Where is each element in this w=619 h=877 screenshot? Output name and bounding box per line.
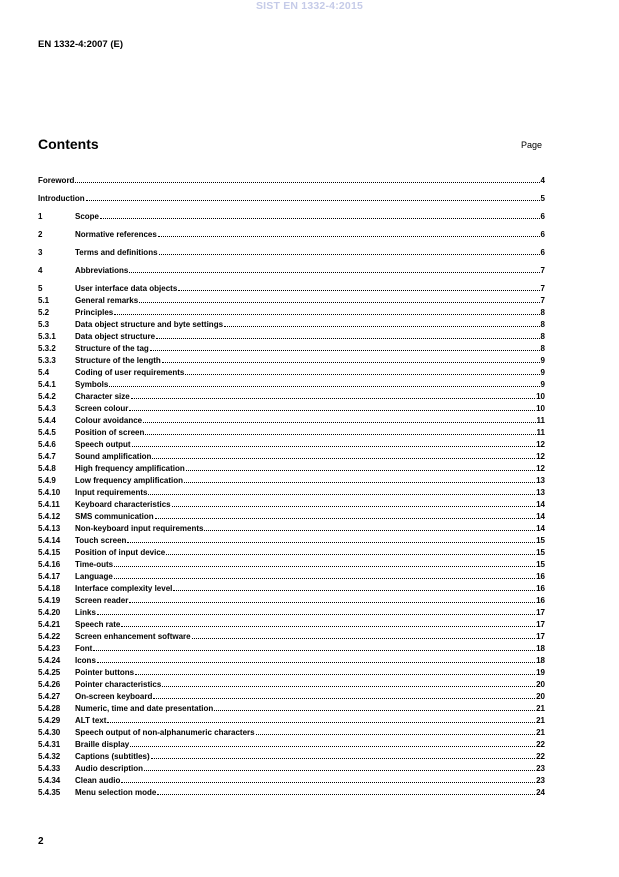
toc-entry-title: Low frequency amplification (75, 476, 184, 485)
toc-entry[interactable] (38, 379, 545, 391)
toc-entry[interactable] (38, 355, 545, 367)
toc-entry-title: Captions (subtitles) (75, 752, 150, 761)
toc-entry-number: 5.4.14 (38, 536, 61, 545)
toc-entry-page: 11 (536, 428, 545, 437)
toc-entry-page: 21 (536, 716, 545, 725)
toc-entry[interactable] (38, 547, 545, 559)
toc-entry[interactable] (38, 523, 545, 535)
dot-leader (129, 596, 535, 603)
toc-entry[interactable] (38, 343, 545, 355)
dot-leader (121, 776, 535, 783)
dot-leader (173, 584, 535, 591)
toc-entry-page: 19 (536, 668, 545, 677)
toc-entry-number: 5.3.1 (38, 332, 56, 341)
toc-entry-number: 5.2 (38, 308, 50, 317)
toc-entry-number: 5.4.23 (38, 644, 61, 653)
toc-entry-page: 5 (540, 194, 545, 203)
toc-entry-page: 22 (536, 752, 545, 761)
dot-leader (144, 764, 535, 771)
toc-entry-title: Screen reader (75, 596, 129, 605)
toc-entry-number: 5.4.15 (38, 548, 61, 557)
toc-entry[interactable] (38, 415, 545, 427)
toc-entry-title: Colour avoidance (75, 416, 143, 425)
toc-entry-page: 18 (536, 644, 545, 653)
toc-entry-number: 5.4.22 (38, 632, 61, 641)
toc-entry-title: Principles (75, 308, 114, 317)
toc-entry-title: Screen colour (75, 404, 129, 413)
toc-entry[interactable] (38, 367, 545, 379)
toc-entry[interactable] (38, 295, 545, 307)
toc-entry[interactable] (38, 643, 545, 655)
dot-leader (107, 716, 535, 723)
dot-leader (86, 194, 540, 201)
toc-entry-page: 4 (540, 176, 545, 185)
dot-leader (93, 644, 535, 651)
toc-entry-title: Introduction (38, 194, 85, 203)
table-of-contents (38, 175, 545, 799)
dot-leader (75, 176, 539, 183)
toc-entry-number: 5.4.6 (38, 440, 56, 449)
toc-entry[interactable] (38, 475, 545, 487)
toc-entry-page: 22 (536, 740, 545, 749)
toc-entry-title: Scope (75, 212, 100, 221)
toc-entry-number: 5.4.25 (38, 668, 61, 677)
toc-entry-title: Clean audio (75, 776, 121, 785)
dot-leader (214, 704, 535, 711)
toc-entry[interactable] (38, 403, 545, 415)
toc-entry-number: 5.4.24 (38, 656, 61, 665)
toc-entry-page: 10 (536, 404, 545, 413)
dot-leader (143, 416, 535, 423)
toc-entry-number: 5.4.5 (38, 428, 56, 437)
toc-entry-title: Icons (75, 656, 96, 665)
dot-leader (157, 788, 535, 795)
toc-entry[interactable] (38, 715, 545, 727)
toc-entry-title: Braille display (75, 740, 130, 749)
dot-leader (114, 560, 535, 567)
dot-leader (192, 632, 535, 639)
toc-entry[interactable] (38, 283, 545, 295)
toc-entry-page: 12 (536, 452, 545, 461)
toc-entry-title: Non-keyboard input requirements (75, 524, 204, 533)
toc-entry[interactable] (38, 319, 545, 331)
toc-entry-page: 12 (536, 440, 545, 449)
dot-leader (97, 656, 535, 663)
toc-entry-title: On-screen keyboard (75, 692, 153, 701)
toc-entry-number: 5.4.9 (38, 476, 56, 485)
toc-entry[interactable] (38, 679, 545, 691)
toc-entry-page: 6 (540, 248, 545, 257)
toc-entry[interactable] (38, 691, 545, 703)
dot-leader (127, 536, 535, 543)
toc-entry-page: 6 (540, 212, 545, 221)
toc-entry[interactable] (38, 739, 545, 751)
dot-leader (100, 212, 540, 219)
toc-entry-page: 12 (536, 464, 545, 473)
toc-entry-title: Abbreviations (75, 266, 129, 275)
toc-entry-page: 16 (536, 572, 545, 581)
toc-entry-page: 14 (536, 512, 545, 521)
toc-entry-title: Terms and definitions (75, 248, 158, 257)
toc-entry-number: 4 (38, 266, 43, 275)
toc-entry-page: 8 (540, 344, 545, 353)
toc-entry-title: ALT text (75, 716, 107, 725)
toc-entry[interactable] (38, 439, 545, 451)
toc-entry-number: 5.4.27 (38, 692, 61, 701)
dot-leader (114, 572, 535, 579)
toc-entry[interactable] (38, 763, 545, 775)
dot-leader (184, 476, 535, 483)
toc-entry-number: 5.4.4 (38, 416, 56, 425)
dot-leader (162, 356, 540, 363)
toc-entry-title: Position of screen (75, 428, 145, 437)
toc-entry-page: 20 (536, 680, 545, 689)
toc-entry-page: 15 (536, 536, 545, 545)
toc-entry-title: Speech rate (75, 620, 121, 629)
toc-entry-page: 7 (540, 296, 545, 305)
watermark: SIST EN 1332-4:2015 (255, 0, 364, 12)
dot-leader (145, 428, 535, 435)
toc-entry[interactable] (38, 427, 545, 439)
dot-leader (97, 608, 535, 615)
toc-entry-title: Audio description (75, 764, 143, 773)
dot-leader (152, 452, 535, 459)
dot-leader (151, 752, 535, 759)
toc-entry-page: 21 (536, 704, 545, 713)
dot-leader (186, 464, 535, 471)
toc-entry[interactable] (38, 247, 545, 259)
toc-entry-page: 17 (536, 620, 545, 629)
toc-entry-page: 7 (540, 284, 545, 293)
toc-entry[interactable] (38, 229, 545, 241)
dot-leader (132, 440, 536, 447)
toc-entry-page: 13 (536, 476, 545, 485)
toc-entry-number: 5.4.11 (38, 500, 60, 509)
toc-entry[interactable] (38, 535, 545, 547)
toc-entry-title: Position of input device (75, 548, 166, 557)
toc-entry[interactable] (38, 631, 545, 643)
dot-leader (153, 692, 535, 699)
page-column-label: Page (521, 140, 543, 150)
toc-entry-page: 8 (540, 308, 545, 317)
toc-entry-page: 21 (536, 728, 545, 737)
toc-entry-number: 5.4.16 (38, 560, 61, 569)
dot-leader (121, 620, 535, 627)
dot-leader (178, 284, 539, 291)
toc-entry-title: Structure of the length (75, 356, 161, 365)
toc-entry-title: Font (75, 644, 93, 653)
dot-leader (158, 230, 540, 237)
toc-entry-number: 5.1 (38, 296, 50, 305)
toc-entry[interactable] (38, 451, 545, 463)
toc-entry-title: Pointer characteristics (75, 680, 162, 689)
toc-entry-title: Character size (75, 392, 130, 401)
toc-entry-page: 14 (536, 524, 545, 533)
toc-entry-page: 16 (536, 584, 545, 593)
dot-leader (156, 332, 540, 339)
toc-entry-number: 5.4.7 (38, 452, 56, 461)
toc-entry-title: High frequency amplification (75, 464, 185, 473)
toc-entry[interactable] (38, 307, 545, 319)
toc-entry-title: Time-outs (75, 560, 114, 569)
toc-entry[interactable] (38, 727, 545, 739)
toc-entry-title: Links (75, 608, 96, 617)
dot-leader (159, 248, 540, 255)
dot-leader (204, 524, 535, 531)
dot-leader (109, 380, 539, 387)
toc-entry-title: Touch screen (75, 536, 127, 545)
dot-leader (150, 344, 540, 351)
toc-entry-page: 15 (536, 560, 545, 569)
toc-entry[interactable] (38, 175, 545, 187)
toc-entry[interactable] (38, 499, 545, 511)
toc-entry-title: Menu selection mode (75, 788, 157, 797)
toc-entry-title: Symbols (75, 380, 109, 389)
toc-entry-number: 5.4.1 (38, 380, 56, 389)
toc-entry-title: Speech output (75, 440, 131, 449)
toc-entry-number: 5.4.8 (38, 464, 56, 473)
toc-entry-number: 5.4 (38, 368, 50, 377)
toc-entry-title: Structure of the tag (75, 344, 149, 353)
toc-entry-title: Coding of user requirements (75, 368, 185, 377)
toc-entry-page: 23 (536, 776, 545, 785)
toc-entry-page: 6 (540, 230, 545, 239)
toc-entry[interactable] (38, 193, 545, 205)
toc-entry[interactable] (38, 487, 545, 499)
toc-entry[interactable] (38, 703, 545, 715)
toc-entry-number: 5.4.32 (38, 752, 61, 761)
toc-entry-title: Sound amplification (75, 452, 152, 461)
dot-leader (185, 368, 539, 375)
toc-entry-title: Input requirements (75, 488, 148, 497)
toc-entry[interactable] (38, 607, 545, 619)
dot-leader (131, 392, 535, 399)
toc-entry-number: 5.4.35 (38, 788, 61, 797)
toc-entry-number: 5.3 (38, 320, 50, 329)
toc-entry-title: Interface complexity level (75, 584, 173, 593)
toc-entry-page: 17 (536, 632, 545, 641)
toc-entry[interactable] (38, 511, 545, 523)
toc-entry-number: 5.4.17 (38, 572, 61, 581)
toc-entry-title: Numeric, time and date presentation (75, 704, 214, 713)
toc-entry-page: 8 (540, 320, 545, 329)
toc-entry-page: 17 (536, 608, 545, 617)
toc-entry-title: User interface data objects (75, 284, 178, 293)
toc-entry-title: Data object structure and byte settings (75, 320, 224, 329)
dot-leader (135, 668, 535, 675)
toc-entry-title: General remarks (75, 296, 139, 305)
toc-entry-title: Data object structure (75, 332, 156, 341)
toc-entry-number: 5.4.18 (38, 584, 61, 593)
toc-entry-page: 10 (536, 392, 545, 401)
toc-entry-number: 5.4.34 (38, 776, 61, 785)
toc-entry-number: 5.3.2 (38, 344, 56, 353)
toc-entry[interactable] (38, 211, 545, 223)
dot-leader (129, 266, 539, 273)
toc-entry-page: 7 (540, 266, 545, 275)
toc-entry-title: Pointer buttons (75, 668, 135, 677)
toc-entry-number: 5.4.21 (38, 620, 61, 629)
toc-entry-page: 8 (540, 332, 545, 341)
dot-leader (256, 728, 536, 735)
dot-leader (129, 404, 535, 411)
dot-leader (114, 308, 539, 315)
contents-heading: Contents (38, 136, 99, 152)
toc-entry-number: 5.4.2 (38, 392, 56, 401)
toc-entry-number: 5.4.30 (38, 728, 61, 737)
document-id-header: EN 1332-4:2007 (E) (38, 39, 124, 50)
dot-leader (224, 320, 540, 327)
toc-entry[interactable] (38, 775, 545, 787)
toc-entry-title: Language (75, 572, 113, 581)
toc-entry-number: 5.4.33 (38, 764, 61, 773)
dot-leader (162, 680, 535, 687)
toc-entry[interactable] (38, 751, 545, 763)
toc-entry-page: 11 (536, 416, 545, 425)
toc-entry[interactable] (38, 265, 545, 277)
toc-entry-number: 5.4.12 (38, 512, 61, 521)
toc-entry-number: 5.4.26 (38, 680, 61, 689)
toc-entry-number: 5.4.31 (38, 740, 61, 749)
dot-leader (148, 488, 535, 495)
toc-entry-title: Normative references (75, 230, 157, 239)
toc-entry-number: 2 (38, 230, 43, 239)
toc-entry-page: 20 (536, 692, 545, 701)
toc-entry-number: 5.4.3 (38, 404, 56, 413)
toc-entry-number: 5.4.28 (38, 704, 61, 713)
toc-entry[interactable] (38, 595, 545, 607)
toc-entry-number: 1 (38, 212, 43, 221)
toc-entry[interactable] (38, 559, 545, 571)
dot-leader (172, 500, 535, 507)
toc-entry-page: 16 (536, 596, 545, 605)
toc-entry-page: 15 (536, 548, 545, 557)
toc-entry[interactable] (38, 463, 545, 475)
toc-entry[interactable] (38, 571, 545, 583)
toc-entry-page: 9 (540, 380, 545, 389)
toc-entry-number: 5.4.10 (38, 488, 61, 497)
toc-entry-number: 5.4.19 (38, 596, 61, 605)
toc-entry-title: Speech output of non-alphanumeric characters (75, 728, 255, 737)
toc-entry[interactable] (38, 583, 545, 595)
toc-entry[interactable] (38, 619, 545, 631)
toc-entry-page: 24 (536, 788, 545, 797)
toc-entry[interactable] (38, 787, 545, 799)
toc-entry-number: 5.4.20 (38, 608, 61, 617)
toc-entry[interactable] (38, 667, 545, 679)
toc-entry-number: 5.4.13 (38, 524, 61, 533)
toc-entry-page: 13 (536, 488, 545, 497)
toc-entry-page: 18 (536, 656, 545, 665)
toc-entry-title: Foreword (38, 176, 75, 185)
toc-entry[interactable] (38, 391, 545, 403)
dot-leader (130, 740, 535, 747)
toc-entry-number: 5.4.29 (38, 716, 61, 725)
toc-entry-number: 5 (38, 284, 43, 293)
toc-entry-number: 3 (38, 248, 43, 257)
toc-entry-page: 9 (540, 368, 545, 377)
toc-entry-title: SMS communication (75, 512, 154, 521)
toc-entry[interactable] (38, 331, 545, 343)
toc-entry[interactable] (38, 655, 545, 667)
toc-entry-page: 9 (540, 356, 545, 365)
toc-entry-number: 5.3.3 (38, 356, 56, 365)
toc-entry-title: Keyboard characteristics (75, 500, 171, 509)
dot-leader (139, 296, 539, 303)
toc-entry-page: 23 (536, 764, 545, 773)
toc-entry-page: 14 (536, 500, 545, 509)
page-number: 2 (38, 836, 44, 847)
dot-leader (155, 512, 535, 519)
toc-entry-title: Screen enhancement software (75, 632, 191, 641)
dot-leader (166, 548, 535, 555)
